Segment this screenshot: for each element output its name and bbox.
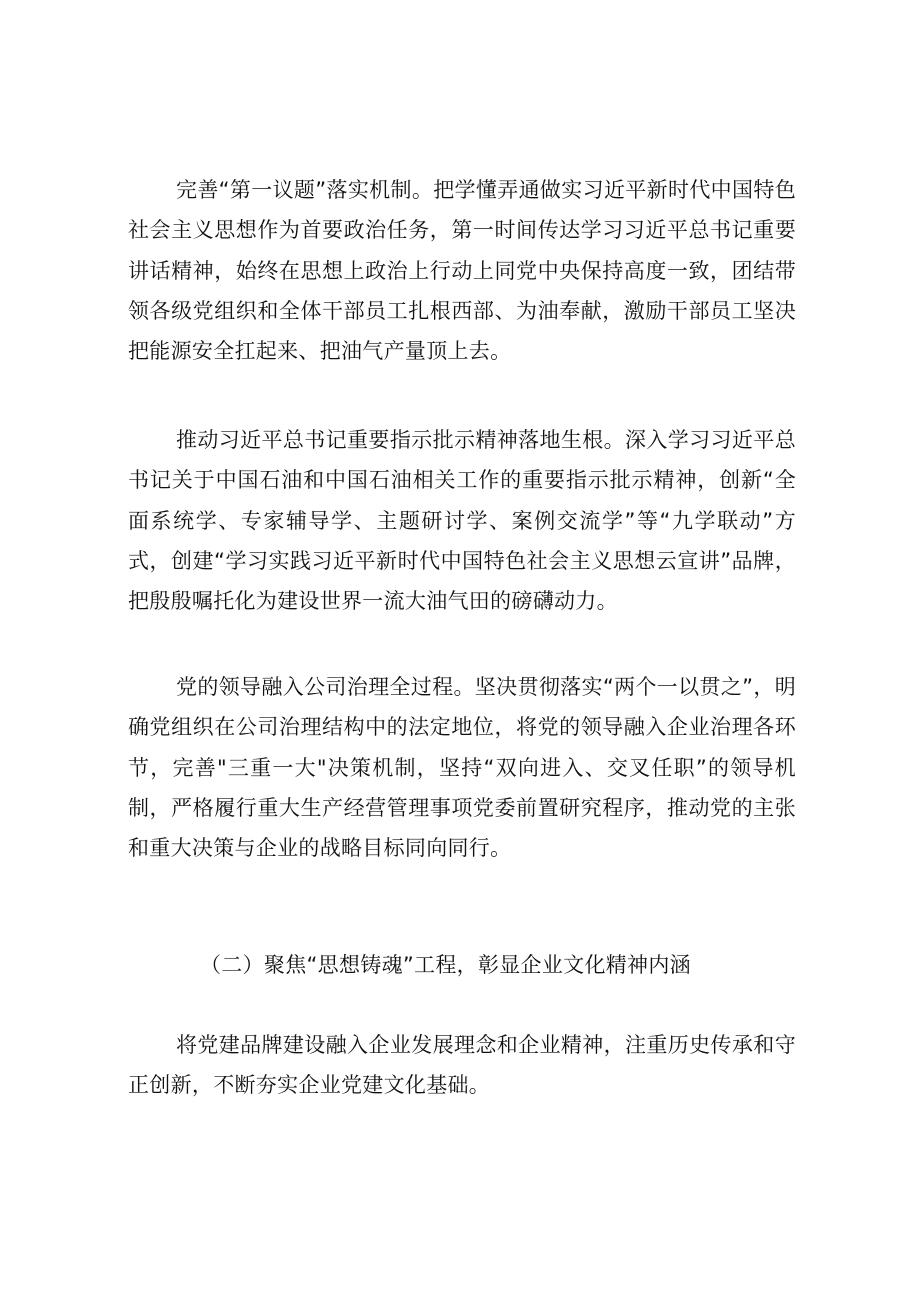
- paragraph-first-agenda: 完善“第一议题”落实机制。把学懂弄通做实习近平新时代中国特色社会主义思想作为首要政治任务，第一时间传达学习习近平总书记重要讲话精神，始终在思想上政治上行动上同党中央保持高度一致，团结带领各级党组织和全体干部员工扎根西部、为油奉献，激励干部员工坚决把能源安全扛起来、把油气产量顶上去。: [128, 178, 796, 364]
- section-heading: （二）聚焦“思想铸魂”工程，彰显企业文化精神内涵: [200, 953, 691, 977]
- paragraph-party-leadership-governance: 党的领导融入公司治理全过程。坚决贯彻落实“两个一以贯之”，明确党组织在公司治理结构中的法定地位，将党的领导融入企业治理各环节，完善"三重一大"决策机制，坚持“双向进入、交叉任职”的领导机制，严格履行重大生产经营管理事项党委前置研究程序，推动党的主张和重大决策与企业的战略目标同向同行。: [128, 675, 796, 861]
- paragraph-brand-building: 将党建品牌建设融入企业发展理念和企业精神，注重历史传承和守正创新，不断夯实企业党建文化基础。: [128, 1033, 796, 1098]
- paragraph-instructions-implementation: 推动习近平总书记重要指示批示精神落地生根。深入学习习近平总书记关于中国石油和中国石油相关工作的重要指示批示精神，创新“全面系统学、专家辅导学、主题研讨学、案例交流学”等“九学联动”方式，创建“学习实践习近平新时代中国特色社会主义思想云宣讲”品牌，把殷殷嘱托化为建设世界一流大油气田的磅礴动力。: [128, 428, 796, 614]
